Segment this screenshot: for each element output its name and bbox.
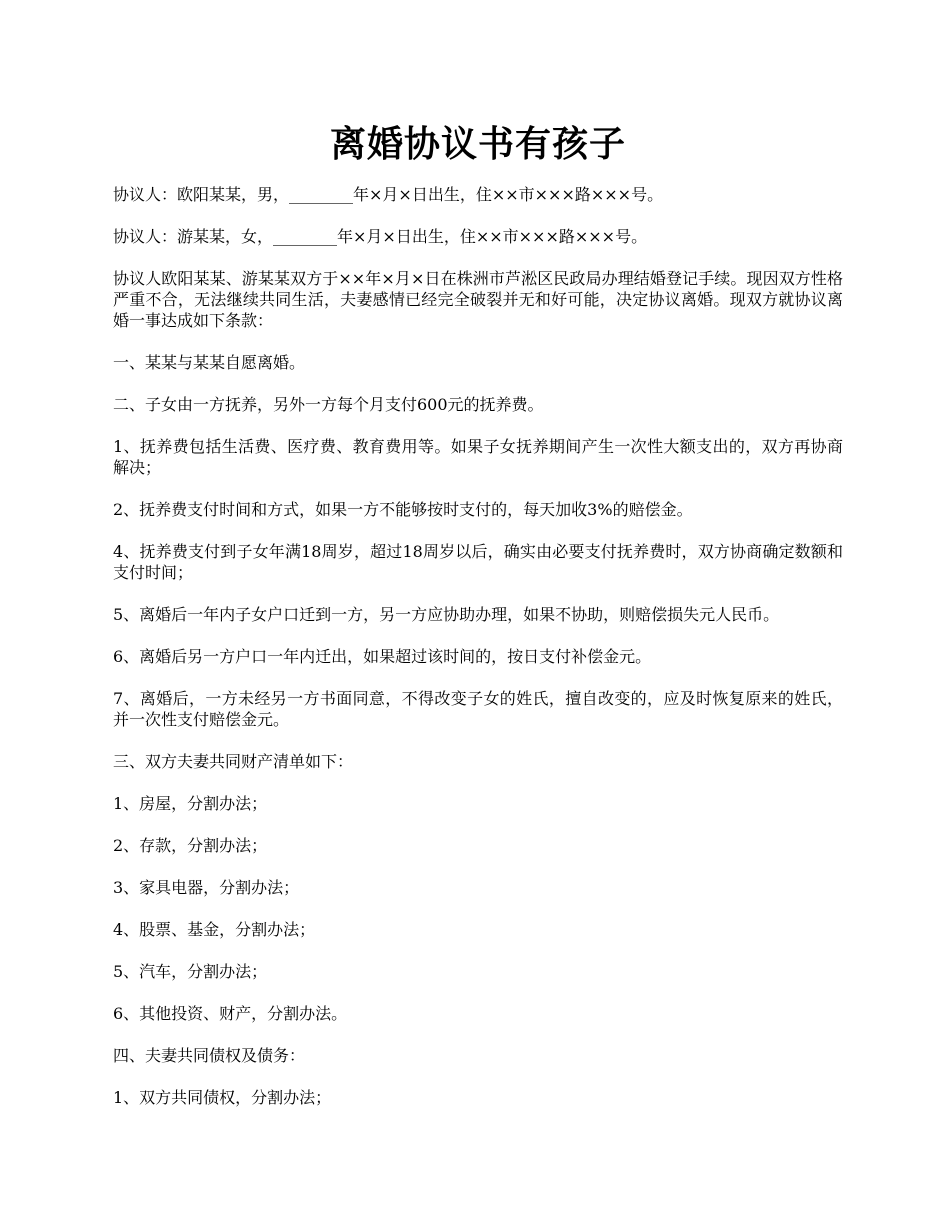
clause-3-item-1: 1、房屋，分割办法；: [113, 794, 268, 813]
clause-3: 三、双方夫妻共同财产清单如下：: [113, 752, 354, 771]
clause-3-item-6: 6、其他投资、财产，分割办法。: [113, 1004, 348, 1023]
clause-2-item-4: 4、抚养费支付到子女年满18周岁，超过18周岁以后，确实由必要支付抚养费时，双方协商确定数额和支付时间；: [113, 542, 843, 582]
clause-4-item-1: 1、双方共同债权，分割办法；: [113, 1088, 332, 1107]
document-title: 离婚协议书有孩子: [329, 123, 626, 165]
paragraph-preamble: 协议人欧阳某某、游某某双方于××年×月×日在株洲市芦淞区民政局办理结婚登记手续。现因双方性格严重不合，无法继续共同生活，夫妻感情已经完全破裂并无和好可能，决定协议离婚。现双方就协议离婚一事达成如下条款：: [113, 269, 843, 330]
clause-2-item-1: 1、抚养费包括生活费、医疗费、教育费用等。如果子女抚养期间产生一次性大额支出的，双方再协商解决；: [113, 437, 843, 477]
clause-3-item-4: 4、股票、基金，分割办法；: [113, 920, 316, 939]
clause-3-item-3: 3、家具电器，分割办法；: [113, 878, 300, 897]
document-page: [113, 100, 843, 1129]
paragraph-party-1: 协议人：欧阳某某，男，________年×月×日出生，住××市×××路×××号。: [113, 185, 664, 204]
clause-2-item-2: 2、抚养费支付时间和方式，如果一方不能够按时支付的，每天加收3%的赔偿金。: [113, 500, 693, 519]
clause-2-item-6: 6、离婚后另一方户口一年内迁出，如果超过该时间的，按日支付补偿金元。: [113, 647, 652, 666]
clause-4: 四、夫妻共同债权及债务：: [113, 1046, 306, 1065]
paragraph-party-2: 协议人：游某某，女，________年×月×日出生，住××市×××路×××号。: [113, 227, 648, 246]
clause-1: 一、某某与某某自愿离婚。: [113, 353, 306, 372]
clause-2-item-5: 5、离婚后一年内子女户口迁到一方，另一方应协助办理，如果不协助，则赔偿损失元人民币。: [113, 605, 780, 624]
clause-3-item-5: 5、汽车，分割办法；: [113, 962, 268, 981]
clause-3-item-2: 2、存款，分割办法；: [113, 836, 268, 855]
clause-2: 二、子女由一方抚养，另外一方每个月支付600元的抚养费。: [113, 395, 544, 414]
clause-2-item-7: 7、离婚后，一方未经另一方书面同意，不得改变子女的姓氏，擅自改变的，应及时恢复原来的姓氏，并一次性支付赔偿金元。: [113, 689, 843, 729]
